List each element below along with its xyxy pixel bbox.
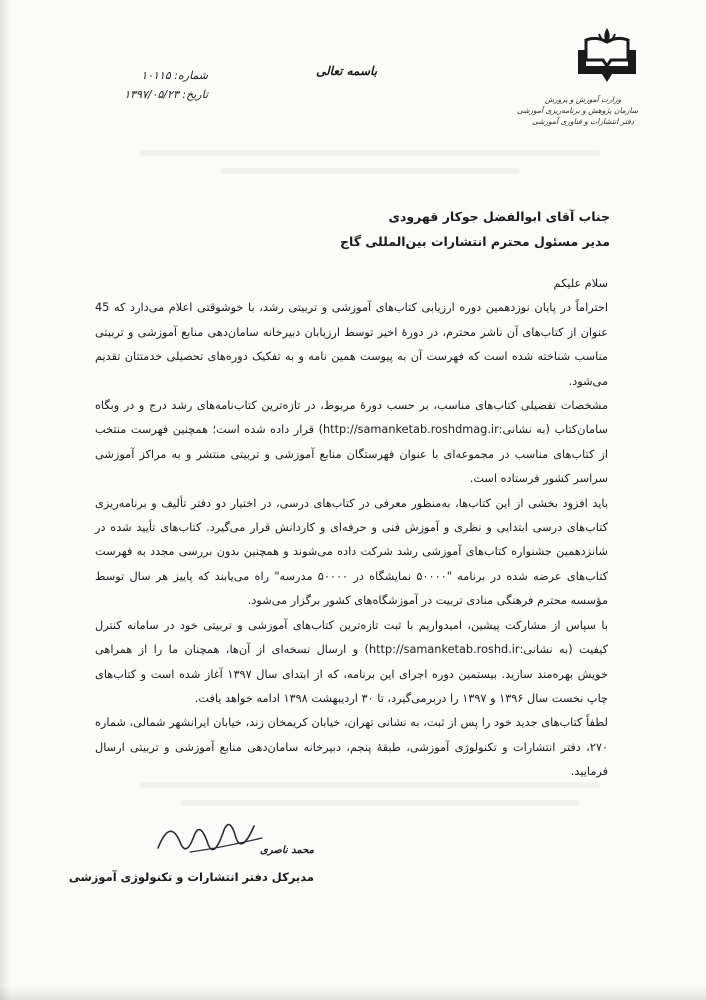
paragraph-2-text-a: مشخصات تفصیلی کتاب‌های مناسب، بر حسب دورهٔ مربوط، در تازه‌ترین کتاب‌نامه‌های رشد درج و در وبگاه سامان‌کتاب (به نشانی: (95, 399, 609, 437)
ministry-line: وزارت آموزش و پرورش (544, 95, 622, 104)
letter-date-value: ۱۳۹۷/۰۵/۲۳ (124, 88, 179, 101)
paragraph-4-text-a: با سپاس از مشارکت پیشین، امیدواریم با ثبت تازه‌ترین کتاب‌های آموزشی و تربیتی خود در سامانه کنترل کیفیت (به نشانی: (95, 618, 609, 657)
ghost-line (140, 150, 600, 156)
ghost-line (180, 800, 580, 806)
letter-number-row (88, 66, 208, 85)
letter-body (95, 272, 608, 785)
ministry-emblem-icon (572, 20, 642, 90)
recipient-name: جناب آقای ابوالفضل جوکار قهرودی (388, 209, 610, 224)
paragraph-1: احتراماً در پایان نوزدهمین دوره ارزیابی کتاب‌های آموزشی و تربیتی رشد، با خوشوقتی اعلام می‌دارد که 45 عنوان از کتاب‌های آن ناشر محترم، در دورهٔ اخیر توسط ارزیابان دبیرخانه سامان‌دهی منابع آموزشی و تربیتی مناسب شناخته شده است که فهرست آن به پیوست همین نامه و به تفکیک دوره‌های تحصیلی خدمتتان تقدیم می‌شود. (95, 301, 608, 388)
signature-block (68, 838, 314, 890)
bismillah-heading: باسمه تعالی (316, 64, 378, 78)
ghost-line (220, 168, 520, 174)
recipient-title: مدیر مسئول محترم انتشارات بین‌المللی گاج (340, 234, 610, 249)
paragraph-4 (95, 614, 608, 712)
ministry-line: سازمان پژوهش و برنامه‌ریزی آموزشی (516, 106, 638, 115)
letter-number-value: ۱۰۱۱۵ (141, 69, 171, 82)
paragraph-2 (95, 394, 608, 492)
letter-date-label: تاریخ: (182, 88, 208, 101)
paragraph-5: لطفاً کتاب‌های جدید خود را پس از ثبت، به نشانی تهران، خیابان کریمخان زند، خیابان ایرانشهر شمالی، شماره ۲۷۰، دفتر انتشارات و تکنولوژی آموزشی، طبقهٔ پنجم، دبیرخانه سامان‌دهی منابع آموزشی و تربیتی ارسال فرمایید. (95, 716, 608, 779)
scan-shadow-bottom (0, 986, 706, 1000)
paragraph-4-text-b: ) و ارسال نسخه‌ای از آن‌ها، همچنان ما را از همراهی خویش بهره‌مند سازید. بیستمین دوره اجرای این برنامه، که از ابتدای سال ۱۳۹۷ آغاز شده است و کتاب‌های چاپ نخست سال ۱۳۹۶ و ۱۳۹۷ را دربرمی‌گیرد، تا ۳۰ اردیبهشت ۱۳۹۸ ادامه خواهد یافت. (95, 643, 608, 705)
letter-date-row (88, 85, 208, 104)
greeting: سلام علیکم (553, 277, 608, 290)
signer-name: محمد ناصری (260, 845, 314, 856)
ministry-line: دفتر انتشارات و فناوری آموزشی (531, 117, 635, 126)
samanketab-roshdmag-link[interactable]: http://samanketab.roshdmag.ir (323, 423, 499, 437)
recipient-block (90, 204, 610, 254)
scan-shadow-left (0, 0, 10, 1000)
letter-number-label: شماره: (174, 69, 208, 82)
paragraph-3: باید افزود بخشی از این کتاب‌ها، به‌منظور معرفی در کتاب‌های درسی، در اختیار دو دفتر تألیف و برنامه‌ریزی کتاب‌های درسی ابتدایی و نظری و آموزش فنی و حرفه‌ای و کاردانش قرار می‌گیرد. کتاب‌های تأیید شده در شانزدهمین جشنواره کتاب‌های آموزشی رشد شرکت داده می‌شوند و همچنین بدون بررسی مجدد به فهرست کتاب‌های عرضه شده در برنامه "۵۰۰۰۰ نمایشگاه در ۵۰۰۰۰ مدرسه" راه می‌یابند که پاییز هر سال توسط مؤسسه محترم فرهنگی منادی تربیت در آموزشگاه‌های کشور برگزار می‌شود. (95, 496, 608, 608)
signer-title: مدیرکل دفتر انتشارات و تکنولوژی آموزشی (68, 870, 314, 884)
paragraph-2-text-b: ) قرار داده شده است؛ همچنین فهرست منتخب از کتاب‌های مناسب در مجموعه‌ای با عنوان فهرستگان منابع آموزشی و تربیتی منتشر و به مراکز آموزشی سراسر کشور فرستاده است. (95, 423, 608, 486)
ministry-name-block (516, 94, 638, 127)
letter-meta (88, 66, 208, 104)
samanketab-roshd-link[interactable]: http://samanketab.roshd.ir (368, 643, 520, 657)
